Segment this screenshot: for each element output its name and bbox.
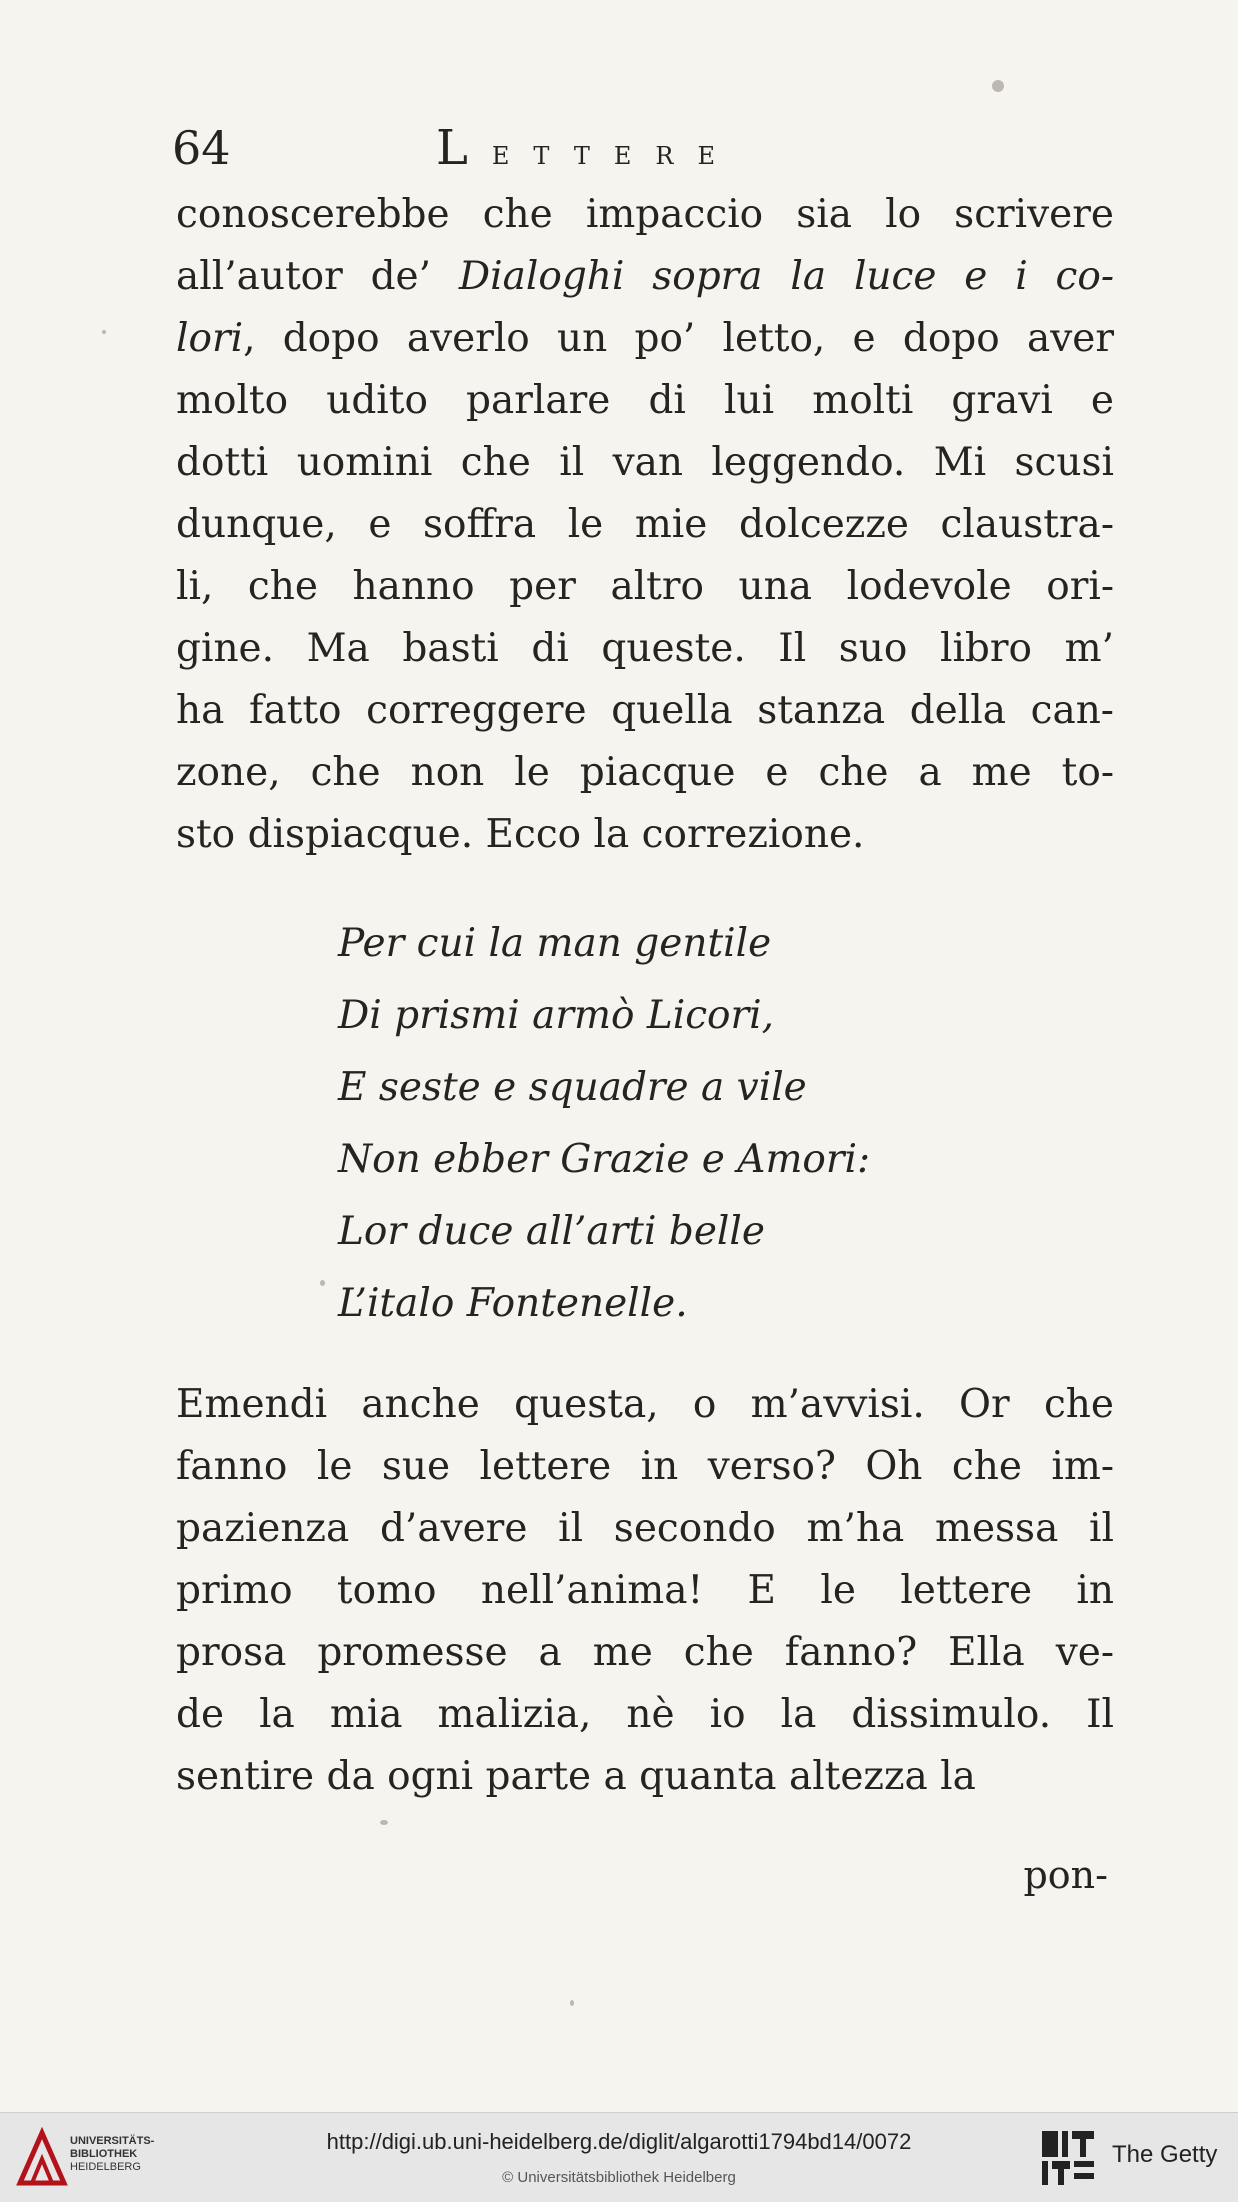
text-line xyxy=(176,1746,1114,1808)
text-segment: gine. Ma basti di queste. Il suo libro m’ xyxy=(176,626,1114,671)
verse-line: Per cui la man gentile xyxy=(338,921,772,966)
text-line xyxy=(176,680,1114,742)
text-segment: de la mia malizia, nè io la dissimulo. Il xyxy=(176,1692,1114,1737)
text-segment: conoscerebbe che impaccio sia lo scrivere xyxy=(176,192,1114,237)
text-line xyxy=(176,804,1114,866)
page-number: 64 xyxy=(172,121,231,175)
text-line xyxy=(176,432,1114,494)
text-segment: ha fatto correggere quella stanza della can- xyxy=(176,688,1114,733)
catchword: pon- xyxy=(1023,1853,1108,1897)
copyright-notice: © Universitätsbibliothek Heidelberg xyxy=(502,2169,736,2186)
text-segment: fanno le sue lettere in verso? Oh che im- xyxy=(176,1444,1114,1489)
text-line xyxy=(176,1684,1114,1746)
running-head-rest: ettere xyxy=(491,133,739,173)
ink-speck xyxy=(570,2000,574,2006)
library-line-2: BIBLIOTHEK xyxy=(70,2148,138,2160)
ink-speck xyxy=(380,1820,388,1825)
text-line xyxy=(176,1622,1114,1684)
verse-line: E seste e squadre a vile xyxy=(338,1065,807,1110)
paragraph-1 xyxy=(176,184,1114,866)
text-segment: dotti uomini che il van leggendo. Mi scusi xyxy=(176,440,1114,485)
text-segment: sentire da ogni parte a quanta altezza la xyxy=(176,1754,976,1799)
ink-speck xyxy=(992,80,1004,92)
text-segment: primo tomo nell’anima! E le lettere in xyxy=(176,1568,1114,1613)
ink-speck xyxy=(320,1280,325,1286)
paragraph-2 xyxy=(176,1374,1114,1808)
verse-stanza xyxy=(338,908,1038,1340)
text-line xyxy=(176,308,1114,370)
text-line xyxy=(176,494,1114,556)
viewer-footer xyxy=(0,2112,1238,2202)
text-segment: molto udito parlare di lui molti gravi e xyxy=(176,378,1114,423)
text-segment: all’autor de’ xyxy=(176,254,459,299)
text-segment: sto dispiacque. Ecco la correzione. xyxy=(176,812,865,857)
text-line xyxy=(176,246,1114,308)
text-segment: dunque, e soffra le mie dolcezze claustra- xyxy=(176,502,1114,547)
text-segment: prosa promesse a me che fanno? Ella ve- xyxy=(176,1630,1114,1675)
getty-logo-icon[interactable] xyxy=(1040,2127,1098,2189)
text-segment: pazienza d’avere il secondo m’ha messa il xyxy=(176,1506,1114,1551)
verse-line: Lor duce all’arti belle xyxy=(338,1209,765,1254)
page-header xyxy=(172,118,1112,178)
text-segment: li, che hanno per altro una lodevole ori- xyxy=(176,564,1114,609)
verse-line: L’italo Fontenelle. xyxy=(338,1281,688,1326)
verse-line: Non ebber Grazie e Amori: xyxy=(338,1137,871,1182)
running-head xyxy=(436,118,739,183)
library-line-3: HEIDELBERG xyxy=(70,2161,141,2173)
text-segment: , dopo averlo un po’ letto, e dopo aver xyxy=(243,316,1114,361)
text-segment: Emendi anche questa, o m’avvisi. Or che xyxy=(176,1382,1114,1427)
text-segment: zone, che non le piacque e che a me to- xyxy=(176,750,1114,795)
getty-label[interactable]: The Getty xyxy=(1112,2141,1218,2168)
permalink-url[interactable]: http://digi.ub.uni-heidelberg.de/diglit/algarotti1794bd14/0072 xyxy=(326,2129,912,2154)
text-line xyxy=(176,370,1114,432)
library-line-1: UNIVERSITÄTS- xyxy=(70,2135,155,2147)
text-line xyxy=(176,1498,1114,1560)
running-head-initial: L xyxy=(436,120,492,176)
text-line xyxy=(176,556,1114,618)
italic-title-text: Dialoghi sopra la luce e i co- xyxy=(458,254,1115,299)
text-line xyxy=(176,1374,1114,1436)
italic-title-text: lori xyxy=(176,316,244,361)
text-line xyxy=(176,618,1114,680)
text-line xyxy=(176,1436,1114,1498)
verse-line: Di prismi armò Licori, xyxy=(338,993,775,1038)
ink-speck xyxy=(102,330,106,334)
text-line xyxy=(176,1560,1114,1622)
text-line xyxy=(176,184,1114,246)
text-line xyxy=(176,742,1114,804)
